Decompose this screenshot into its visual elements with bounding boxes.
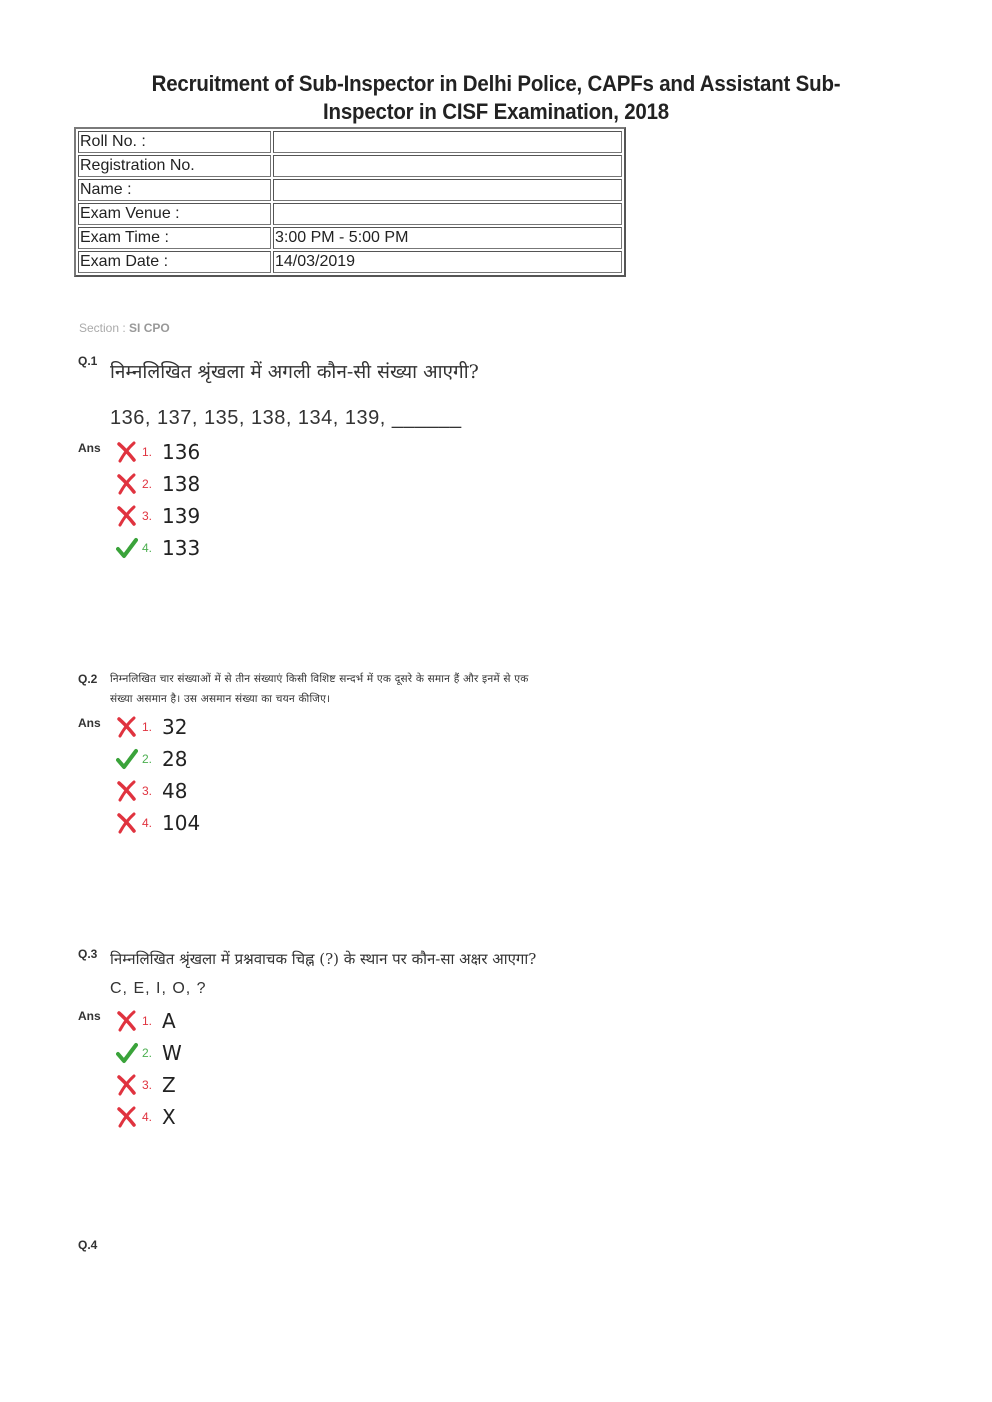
name-value [273,179,622,201]
cross-icon [116,1106,138,1128]
option-value: 136 [162,440,201,464]
option-value: Z [162,1073,176,1097]
check-icon [116,1042,138,1064]
question-number: Q.2 [78,672,98,686]
candidate-info-table [74,127,626,277]
option-number: 4. [142,816,153,830]
question-series: 136, 137, 135, 138, 134, 139, ______ [110,407,462,429]
name-label: Name : [78,179,271,201]
option-value: W [162,1041,182,1065]
cross-icon [116,505,138,527]
cross-icon [116,780,138,802]
cross-icon [116,716,138,738]
answer-options [116,436,200,564]
option-value: 32 [162,715,188,739]
option-value: 138 [162,472,201,496]
option-number: 2. [142,1046,153,1060]
option-2 [116,743,200,775]
exam-date-value: 14/03/2019 [273,251,622,273]
question-series: C, E, I, O, ? [110,980,207,997]
option-number: 2. [142,477,153,491]
question-number: Q.4 [78,1238,98,1252]
cross-icon [116,1010,138,1032]
option-3 [116,500,200,532]
exam-time-label: Exam Time : [78,227,271,249]
answer-label: Ans [78,1009,101,1023]
cross-icon [116,1074,138,1096]
registration-no-value [273,155,622,177]
section-label [79,321,170,335]
check-icon [116,537,138,559]
option-3 [116,1069,182,1101]
answer-label: Ans [78,441,101,455]
option-3 [116,775,200,807]
section-prefix: Section : [79,321,130,335]
option-value: X [162,1105,176,1129]
option-value: 104 [162,811,201,835]
option-number: 4. [142,1110,153,1124]
table-row-name [78,179,622,201]
table-row-roll-no [78,131,622,153]
exam-time-value: 3:00 PM - 5:00 PM [273,227,622,249]
option-1 [116,711,200,743]
table-row-registration-no [78,155,622,177]
question-number: Q.3 [78,947,98,961]
document-title-line-2: Inspector in CISF Examination, 2018 [323,99,669,124]
answer-options [116,1005,182,1133]
option-number: 3. [142,1078,153,1092]
option-4 [116,1101,182,1133]
option-1 [116,1005,182,1037]
question-text-line-2: संख्या असमान है। उस असमान संख्या का चयन कीजिए। [110,693,331,705]
option-2 [116,1037,182,1069]
document-title-line-1: Recruitment of Sub-Inspector in Delhi Police, CAPFs and Assistant Sub- [151,71,841,96]
option-number: 2. [142,752,153,766]
exam-date-label: Exam Date : [78,251,271,273]
option-4 [116,807,200,839]
exam-venue-value [273,203,622,225]
roll-no-label: Roll No. : [78,131,271,153]
option-value: 139 [162,504,201,528]
question-text-line-1: निम्नलिखित चार संख्याओं में से तीन संख्याएं किसी विशिष्ट सन्दर्भ में एक दूसरे के समान हैं और इनमें से एक [110,673,529,685]
table-row-exam-time [78,227,622,249]
option-value: 133 [162,536,201,560]
option-value: A [162,1009,176,1033]
answer-options [116,711,200,839]
document-title [109,70,883,126]
question-number: Q.1 [78,354,98,368]
option-value: 28 [162,747,188,771]
check-icon [116,748,138,770]
option-number: 1. [142,1014,153,1028]
roll-no-value [273,131,622,153]
option-4 [116,532,200,564]
question-text: निम्नलिखित श्रृंखला में प्रश्नवाचक चिह्न (?) के स्थान पर कौन-सा अक्षर आएगा? [110,950,537,968]
registration-no-label: Registration No. [78,155,271,177]
cross-icon [116,441,138,463]
option-value: 48 [162,779,188,803]
option-2 [116,468,200,500]
option-number: 4. [142,541,153,555]
cross-icon [116,473,138,495]
table-row-exam-venue [78,203,622,225]
cross-icon [116,812,138,834]
section-name: SI CPO [129,321,170,335]
exam-venue-label: Exam Venue : [78,203,271,225]
option-1 [116,436,200,468]
answer-label: Ans [78,716,101,730]
option-number: 3. [142,509,153,523]
option-number: 3. [142,784,153,798]
option-number: 1. [142,445,153,459]
question-text: निम्नलिखित श्रृंखला में अगली कौन-सी संख्या आएगी? [110,361,479,383]
option-number: 1. [142,720,153,734]
table-row-exam-date [78,251,622,273]
